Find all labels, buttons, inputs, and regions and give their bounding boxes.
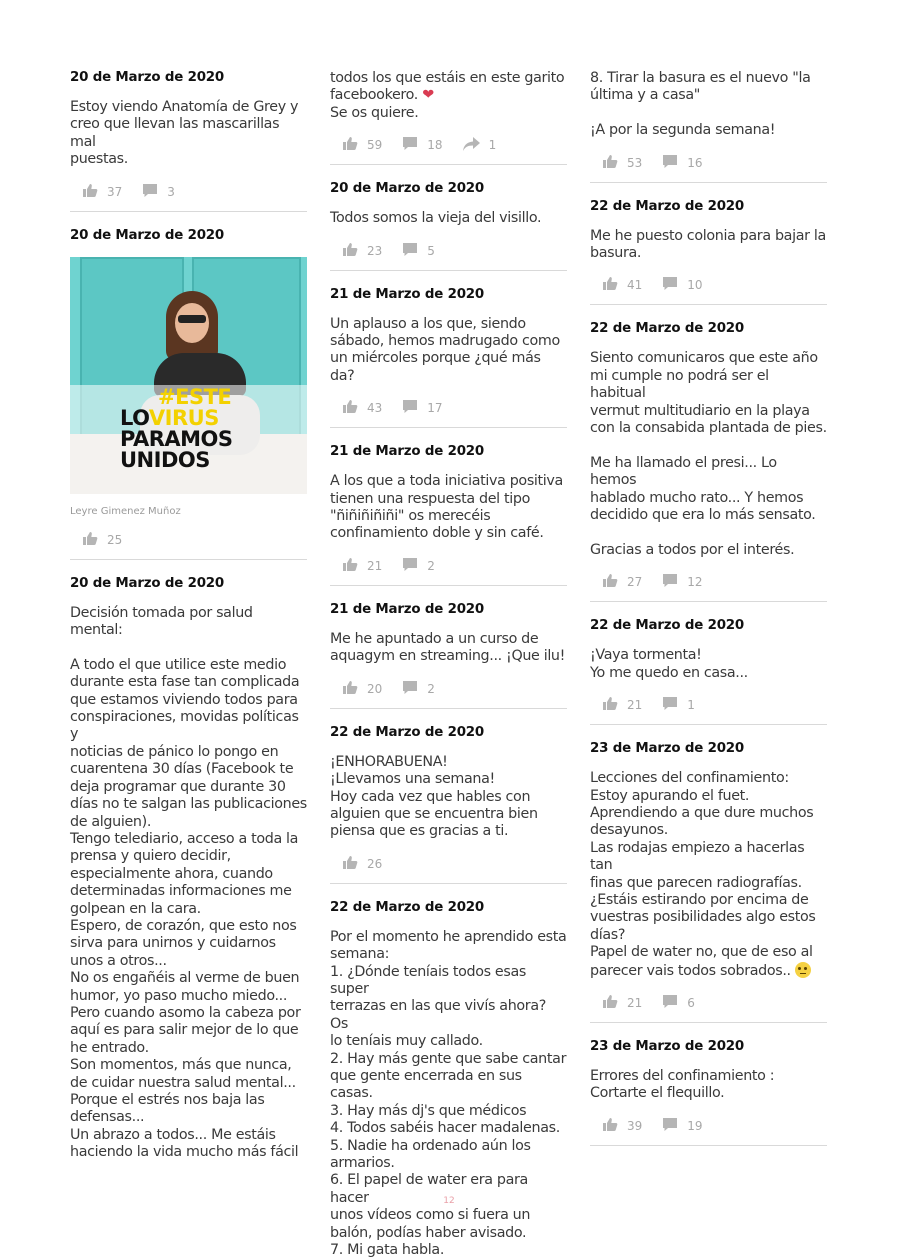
post-date: 21 de Marzo de 2020 bbox=[330, 444, 485, 460]
post-text bbox=[70, 99, 307, 169]
post-stats bbox=[330, 557, 567, 575]
post-date: 22 de Marzo de 2020 bbox=[590, 321, 745, 337]
post-text bbox=[70, 605, 307, 1162]
like-count: 25 bbox=[107, 532, 123, 547]
post-text bbox=[330, 754, 567, 841]
comment-icon bbox=[662, 573, 687, 591]
comment-button[interactable] bbox=[402, 680, 435, 698]
comment-count: 2 bbox=[427, 558, 435, 573]
post-divider bbox=[590, 182, 827, 183]
post-text-body: 8. Tirar la basura es el nuevo "la última y a casa" ¡A por la segunda semana! bbox=[590, 70, 811, 139]
post-stats bbox=[70, 531, 307, 549]
comment-button[interactable] bbox=[402, 136, 442, 154]
post bbox=[330, 444, 567, 586]
thumbs-up-icon bbox=[602, 154, 627, 172]
thumbs-up-icon bbox=[602, 1117, 627, 1135]
post-divider bbox=[590, 601, 827, 602]
post-stats bbox=[330, 136, 567, 154]
post-date: 23 de Marzo de 2020 bbox=[590, 741, 745, 757]
comment-count: 12 bbox=[687, 575, 703, 590]
post-text-body: Me he apuntado a un curso de aquagym en streaming... ¡Que ilu! bbox=[330, 630, 566, 665]
post-image[interactable] bbox=[70, 257, 307, 494]
share-button[interactable] bbox=[463, 137, 497, 154]
post-text bbox=[590, 350, 827, 559]
post-divider bbox=[590, 1022, 827, 1023]
comment-count: 1 bbox=[687, 698, 695, 713]
post-date: 22 de Marzo de 2020 bbox=[330, 724, 485, 740]
person-face bbox=[175, 303, 209, 343]
thumbs-up-icon bbox=[82, 531, 107, 549]
post-date: 20 de Marzo de 2020 bbox=[70, 575, 225, 591]
comment-icon bbox=[662, 696, 687, 714]
comment-count: 16 bbox=[687, 155, 703, 170]
slogan-line: #ESTE bbox=[158, 384, 232, 409]
post-text-continued: Se os quiere. bbox=[330, 104, 419, 121]
post bbox=[590, 741, 827, 1023]
slogan-line: UNIDOS bbox=[120, 447, 210, 472]
thumbs-up-icon bbox=[602, 573, 627, 591]
like-button[interactable] bbox=[342, 557, 382, 575]
post-text bbox=[330, 929, 567, 1259]
post-stats bbox=[590, 573, 827, 591]
post-stats bbox=[330, 242, 567, 260]
like-count: 59 bbox=[367, 138, 383, 153]
post-date: 22 de Marzo de 2020 bbox=[590, 618, 745, 634]
post-date: 22 de Marzo de 2020 bbox=[590, 198, 745, 214]
post-text bbox=[330, 210, 567, 227]
post-text bbox=[590, 647, 827, 682]
like-count: 41 bbox=[627, 278, 643, 293]
post bbox=[330, 602, 567, 709]
post-text bbox=[590, 228, 827, 263]
post-stats bbox=[330, 399, 567, 417]
comment-icon bbox=[662, 154, 687, 172]
comment-icon bbox=[662, 1117, 687, 1135]
comment-count: 18 bbox=[427, 138, 443, 153]
comment-count: 5 bbox=[427, 243, 435, 258]
share-icon bbox=[463, 137, 489, 154]
slogan-line: PARAMOS bbox=[120, 426, 233, 451]
like-count: 27 bbox=[627, 575, 643, 590]
thumbs-up-icon bbox=[602, 276, 627, 294]
post-date: 22 de Marzo de 2020 bbox=[330, 899, 485, 915]
post-text-body: Me he puesto colonia para bajar la basura. bbox=[590, 227, 826, 262]
comment-button[interactable] bbox=[662, 573, 702, 591]
column-1 bbox=[70, 70, 307, 1162]
slogan bbox=[120, 384, 233, 472]
comment-count: 17 bbox=[427, 401, 443, 416]
post bbox=[590, 321, 827, 602]
post bbox=[330, 70, 567, 165]
comment-button[interactable] bbox=[402, 399, 442, 417]
like-button[interactable] bbox=[602, 994, 642, 1012]
post-text-body: Decisión tomada por salud mental: A todo el que utilice este medio durante esta fase tan complicada que estamos viviendo todos para conspiraciones, movidas políticas y noticias de pánico lo pongo en cuarentena 30 días (Facebook te deja programar que durante 30 días no te salgan las publicaciones de alguien). Tengo telediario, acceso a toda la prensa y quiero decidir, especialmente ahora, cuando determinadas informaciones me golpean en la cara. Espero, de corazón, que esto nos sirva para unirnos y cuidarnos unos a otros... No os engañéis al verme de buen humor, yo paso mucho miedo... Pero cuando asomo la cabeza por aquí es para salir mejor de lo que he entrado. Son momentos, más que nunca, de cuidar nuestra salud mental... Porque el estrés nos baja las defensas... Un abrazo a todos... Me estáis haciendo la vida mucho más fácil bbox=[70, 604, 307, 1161]
comment-button[interactable] bbox=[402, 242, 435, 260]
comment-count: 6 bbox=[687, 996, 695, 1010]
like-button[interactable] bbox=[342, 855, 382, 873]
column-3 bbox=[590, 70, 827, 1162]
post-text bbox=[590, 770, 827, 980]
post bbox=[590, 618, 827, 725]
post bbox=[70, 70, 307, 212]
comment-icon bbox=[662, 276, 687, 294]
comment-icon bbox=[402, 242, 427, 260]
post-text bbox=[330, 70, 567, 122]
post-divider bbox=[330, 270, 567, 271]
post-text bbox=[330, 631, 567, 666]
post-divider bbox=[590, 724, 827, 725]
post-date: 20 de Marzo de 2020 bbox=[330, 181, 485, 197]
thumbs-up-icon bbox=[342, 242, 367, 260]
post-text bbox=[590, 70, 827, 140]
post-stats bbox=[590, 696, 827, 714]
comment-icon bbox=[402, 136, 427, 154]
comment-button[interactable] bbox=[662, 1117, 702, 1135]
post-date: 23 de Marzo de 2020 bbox=[590, 1039, 745, 1054]
post-text-body: Lecciones del confinamiento: Estoy apurando el fuet. Aprendiendo a que dure muchos desayunos. Las rodajas empiezo a hacerlas tan finas que parecen radiografías. ¿Estáis estirando por encima de vuestras posibilidades algo estos días? Papel de water no, que de eso al parecer vais todos sobrados.. bbox=[590, 770, 816, 979]
like-count: 23 bbox=[367, 243, 383, 258]
post-divider bbox=[70, 211, 307, 212]
thumbs-up-icon bbox=[602, 994, 627, 1012]
like-button[interactable] bbox=[342, 136, 382, 154]
like-button[interactable] bbox=[602, 154, 642, 172]
comment-icon bbox=[142, 183, 167, 201]
like-button[interactable] bbox=[602, 1117, 642, 1135]
post bbox=[590, 199, 827, 306]
thumbs-up-icon bbox=[82, 183, 107, 201]
like-button[interactable] bbox=[602, 696, 642, 714]
post bbox=[330, 181, 567, 270]
post-date: 20 de Marzo de 2020 bbox=[70, 227, 225, 243]
post-date: 21 de Marzo de 2020 bbox=[330, 601, 485, 617]
post-stats bbox=[590, 154, 827, 172]
post-text-body: Por el momento he aprendido esta semana: 1. ¿Dónde teníais todos esas super terrazas en las que vivís ahora? Os lo teníais muy callado. 2. Hay más gente que sabe cantar que gente encerrada en sus casas. 3. Hay más dj's que médicos 4. Todos sabéis hacer madalenas. 5. Nadie ha ordenado aún los armarios. 6. El papel de water era para hacer unos vídeos como si fuera un balón, podías haber avisado. 7. Mi gata habla. bbox=[330, 928, 567, 1259]
slogan-word: VIRUS bbox=[148, 405, 219, 430]
like-count: 21 bbox=[367, 558, 383, 573]
post-text bbox=[330, 316, 567, 386]
post-stats bbox=[330, 855, 567, 873]
like-count: 43 bbox=[367, 401, 383, 416]
like-button[interactable] bbox=[602, 276, 642, 294]
post-date: 20 de Marzo de 2020 bbox=[70, 70, 225, 85]
like-count: 21 bbox=[627, 996, 643, 1010]
comment-count: 10 bbox=[687, 278, 703, 293]
post-text-body: Estoy viendo Anatomía de Grey y creo que llevan las mascarillas mal puestas. bbox=[70, 99, 299, 168]
post-divider bbox=[330, 708, 567, 709]
share-count: 1 bbox=[488, 138, 497, 153]
post-text-body: ¡ENHORABUENA! ¡Llevamos una semana! Hoy cada vez que hables con alguien que se encuentra bien piensa que es gracias a ti. bbox=[330, 753, 538, 840]
post-stats bbox=[590, 276, 827, 294]
like-button[interactable] bbox=[82, 183, 122, 201]
post-text-body: ¡Vaya tormenta! Yo me quedo en casa... bbox=[590, 647, 748, 681]
like-count: 37 bbox=[107, 184, 123, 199]
comment-count: 3 bbox=[167, 184, 175, 199]
post-text-body: Siento comunicaros que este año mi cumple no podrá ser el habitual vermut multitudiario en la playa con la consabida plantada de pies. Me ha llamado el presi... Lo hemos hablado mucho rato... Y hemos decidido que era lo más sensato. Gracias a todos por el interés. bbox=[590, 350, 827, 558]
post bbox=[330, 725, 567, 884]
post-text-body: Un aplauso a los que, siendo sábado, hemos madrugado como un miércoles porque ¿qué más da? bbox=[330, 315, 560, 384]
heart-icon: ❤ bbox=[422, 87, 434, 104]
post-text bbox=[330, 473, 567, 543]
like-count: 26 bbox=[367, 856, 383, 871]
thumbs-up-icon bbox=[342, 399, 367, 417]
post-stats bbox=[330, 680, 567, 698]
post bbox=[590, 70, 827, 183]
thumbs-up-icon bbox=[602, 696, 627, 714]
post-date: 21 de Marzo de 2020 bbox=[330, 286, 485, 302]
post bbox=[70, 228, 307, 560]
comment-icon bbox=[402, 557, 427, 575]
thumbs-up-icon bbox=[342, 136, 367, 154]
thumbs-up-icon bbox=[342, 855, 367, 873]
comment-button[interactable] bbox=[662, 154, 702, 172]
post bbox=[70, 576, 307, 1162]
post-divider bbox=[330, 427, 567, 428]
post-text-body: Todos somos la vieja del visillo. bbox=[330, 210, 542, 227]
post-text-body: todos los que estáis en este garito facebookero. bbox=[330, 70, 565, 104]
post-divider bbox=[590, 304, 827, 305]
post-divider bbox=[330, 164, 567, 165]
post-text-body: Errores del confinamiento : Cortarte el flequillo. bbox=[590, 1068, 775, 1102]
comment-button[interactable] bbox=[402, 557, 435, 575]
post bbox=[590, 1039, 827, 1146]
like-button[interactable] bbox=[342, 680, 382, 698]
thumbs-up-icon bbox=[342, 680, 367, 698]
thumbs-up-icon bbox=[342, 557, 367, 575]
comment-icon bbox=[402, 680, 427, 698]
post-divider bbox=[590, 1145, 827, 1146]
like-count: 20 bbox=[367, 681, 383, 696]
post-stats bbox=[70, 183, 307, 201]
post bbox=[330, 287, 567, 429]
comment-count: 19 bbox=[687, 1118, 703, 1133]
sunglasses bbox=[178, 315, 206, 323]
post-stats bbox=[590, 994, 827, 1012]
comment-button[interactable] bbox=[662, 994, 695, 1012]
post-text-body: A los que a toda iniciativa positiva tienen una respuesta del tipo "ñiñiñiñiñi" os merecéis confinamiento doble y sin café. bbox=[330, 473, 563, 542]
comment-button[interactable] bbox=[662, 696, 695, 714]
like-button[interactable] bbox=[342, 242, 382, 260]
like-count: 53 bbox=[627, 155, 643, 170]
like-count: 21 bbox=[627, 698, 643, 713]
like-button[interactable] bbox=[342, 399, 382, 417]
slogan-line bbox=[120, 405, 233, 430]
like-button[interactable] bbox=[602, 573, 642, 591]
comment-icon bbox=[402, 399, 427, 417]
column-2 bbox=[330, 70, 567, 1259]
eye-roll-emoji bbox=[795, 962, 811, 978]
comment-button[interactable] bbox=[142, 183, 175, 201]
comment-count: 2 bbox=[427, 681, 435, 696]
like-count: 39 bbox=[627, 1118, 643, 1133]
image-credit: Leyre Gimenez Muñoz bbox=[70, 505, 181, 517]
slogan-word: LO bbox=[120, 405, 149, 430]
comment-icon bbox=[662, 994, 687, 1012]
post-divider bbox=[330, 883, 567, 884]
page-number: 12 bbox=[443, 1196, 455, 1206]
comment-button[interactable] bbox=[662, 276, 702, 294]
post-stats bbox=[590, 1117, 827, 1135]
post-text bbox=[590, 1068, 827, 1103]
post-divider bbox=[330, 585, 567, 586]
post-divider bbox=[70, 559, 307, 560]
like-button[interactable] bbox=[82, 531, 122, 549]
